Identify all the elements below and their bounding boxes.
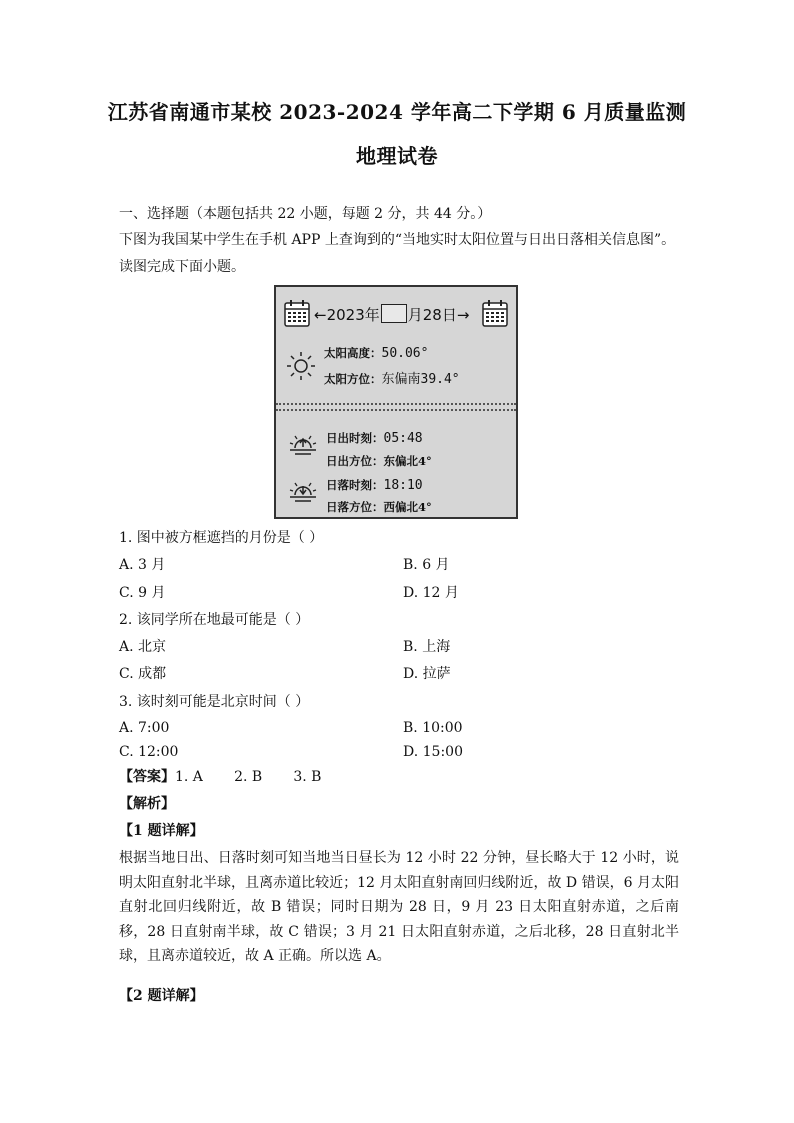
calendar-icon: [482, 299, 508, 327]
q2-detail-label: 【2 题详解】: [119, 988, 204, 1004]
question-1-stem: 1. 图中被方框遮挡的月份是（ ）: [119, 530, 324, 546]
date-prefix: ←2023年: [314, 306, 380, 324]
sunrise-icon: [288, 433, 318, 457]
analysis-label: 【解析】: [119, 796, 175, 812]
sun-azimuth-value: 东偏南39.4°: [381, 372, 460, 387]
sunset-direction-value: 西偏北4°: [383, 500, 432, 514]
sunrise-time-value: 05:48: [383, 431, 423, 446]
answer-label: 【答案】: [119, 769, 175, 785]
hidden-month-box: [381, 304, 407, 323]
q3-option-a: A. 7:00: [119, 720, 170, 736]
sunset-icon: [288, 480, 318, 504]
dotted-divider: [276, 403, 516, 411]
app-info-figure: [274, 285, 518, 519]
sun-azimuth-label: 太阳方位：: [324, 372, 382, 386]
sunset-time-label: 日落时刻：: [326, 478, 384, 492]
sun-altitude-row: [324, 345, 428, 361]
q1-detail-text: 根据当地日出、日落时刻可知当地当日昼长为 12 小时 22 分钟，昼长略大于 12 小时，说明太阳直射北半球，且离赤道比较近；12 月太阳直射南回归线附近，故 D 错误，6 月太阳直射北回归线附近，故 B 错误；同时日期为 28 日，9 月 23 日太阳直射赤道，之后南移，28 日直射南半球，故 C 错误；3 月 21 日太阳直射赤道，之后北移，28 日直射北半球，且离赤道较近，故 A 正确。所以选 A。: [119, 850, 679, 964]
q3-option-d: D. 15:00: [403, 744, 463, 760]
exam-title-line2: 地理试卷: [356, 144, 438, 168]
q2-option-a: A. 北京: [119, 639, 167, 655]
q1-option-c: C. 9 月: [119, 585, 166, 601]
sunrise-direction-value: 东偏北4°: [383, 454, 432, 468]
question-3-stem: 3. 该时刻可能是北京时间（ ）: [119, 694, 310, 710]
sunrise-time-row: [326, 430, 423, 446]
q2-option-c: C. 成都: [119, 666, 167, 682]
answer-text: 1. A 2. B 3. B: [175, 769, 322, 785]
sunrise-direction-label: 日出方位：: [326, 454, 384, 468]
sunset-time-row: [326, 477, 423, 493]
sunset-direction-label: 日落方位：: [326, 500, 384, 514]
exam-title-line1: 江苏省南通市某校 2023-2024 学年高二下学期 6 月质量监测: [107, 100, 687, 124]
date-display: [314, 304, 469, 325]
q1-option-a: A. 3 月: [119, 557, 166, 573]
q3-option-c: C. 12:00: [119, 744, 179, 760]
answer-line: [119, 767, 321, 787]
question-2-stem: 2. 该同学所在地最可能是（ ）: [119, 612, 310, 628]
q3-option-b: B. 10:00: [403, 720, 463, 736]
calendar-icon: [284, 299, 310, 327]
date-suffix: 月28日→: [407, 306, 470, 324]
sun-altitude-label: 太阳高度：: [324, 346, 382, 360]
sunrise-direction-row: [326, 453, 432, 469]
sunset-direction-row: [326, 499, 432, 515]
intro-line-1: 下图为我国某中学生在手机 APP 上查询到的“当地实时太阳位置与日出日落相关信息图”。: [119, 232, 676, 248]
sun-icon: [286, 351, 316, 381]
sunrise-time-label: 日出时刻：: [326, 431, 384, 445]
q1-option-b: B. 6 月: [403, 557, 450, 573]
section-heading: 一、选择题（本题包括共 22 小题，每题 2 分，共 44 分。）: [119, 206, 492, 222]
q2-option-b: B. 上海: [403, 639, 451, 655]
q1-detail-label: 【1 题详解】: [119, 823, 204, 839]
intro-line-2: 读图完成下面小题。: [119, 259, 245, 275]
q2-option-d: D. 拉萨: [403, 666, 451, 682]
sunset-time-value: 18:10: [383, 478, 423, 493]
figure-header: [276, 297, 516, 331]
q1-option-d: D. 12 月: [403, 585, 459, 601]
sun-altitude-value: 50.06°: [381, 346, 429, 361]
sun-azimuth-row: [324, 368, 460, 387]
